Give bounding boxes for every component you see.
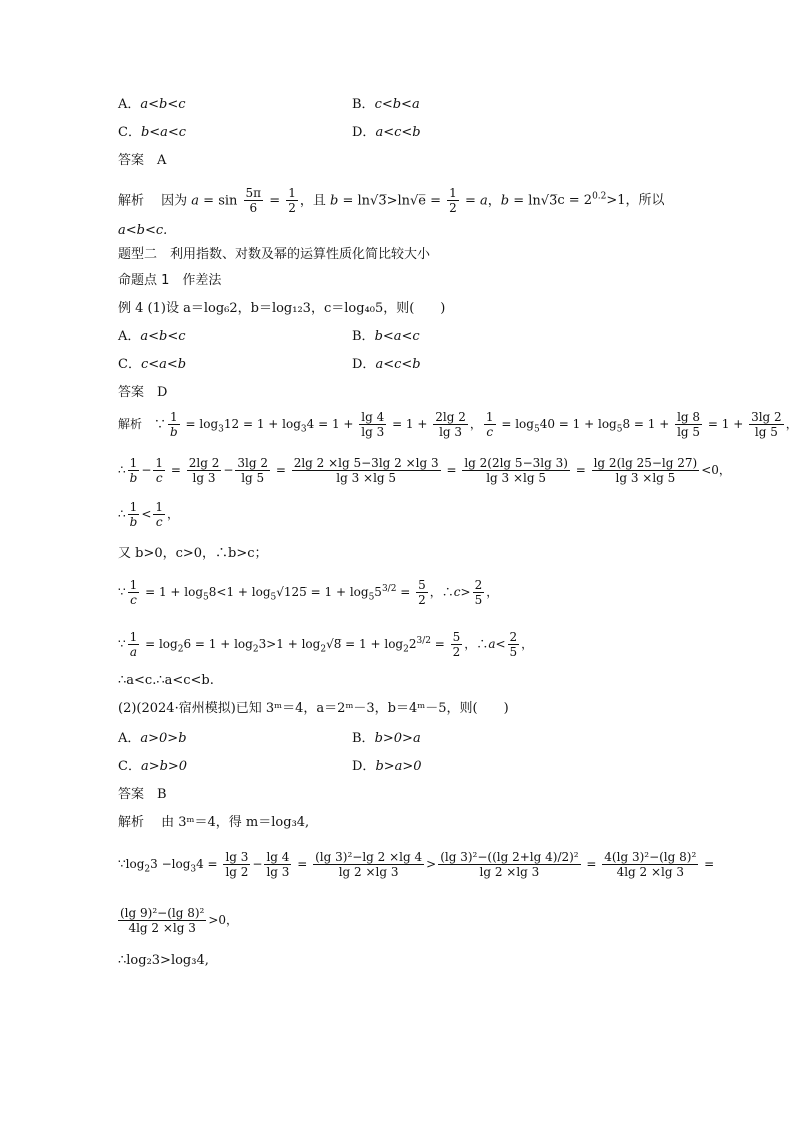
formula-line-7: $\frac{\text{(lg 9)²−(lg 8)²}}{4\lg 2 \times\lg 3}$ >0，	[120, 906, 239, 935]
ex4b-answer: 答案 B	[118, 787, 167, 802]
ex4b-option-d: D．b>a>0	[352, 759, 422, 774]
ex4-option-b: B．b<a<c	[352, 329, 420, 344]
ex4-option-a: A．a<b<c	[118, 329, 186, 344]
analysis-end: a<b<c.	[118, 223, 168, 238]
ex4-answer: 答案 D	[118, 385, 168, 400]
example-stem: 例 4 (1)设 a＝log₆2，b＝log₁₂3，c＝log₄₀5，则( )	[118, 301, 446, 316]
example-2-stem: (2)(2024·宿州模拟)已知 3ᵐ＝4，a＝2ᵐ－3，b＝4ᵐ－5，则( )	[118, 701, 509, 716]
section-title: 题型二 利用指数、对数及幂的运算性质化简比较大小	[118, 247, 431, 262]
formula-line-5: ∵ $\frac{1}{a}$ = $\log_26 = 1 + \log_23>1$ + $\log_2√8̅ = 1 + \log_22^{3/2}$ = $\frac{5}{2}$ ，∴a< $\frac{2}{5}$ ，	[118, 630, 534, 659]
ex4b-analysis: 解析 由 3ᵐ＝4，得 m＝log₃4,	[118, 815, 310, 830]
option-c: C．b<a<c	[118, 125, 187, 140]
ex4b-option-c: C．a>b>0	[118, 759, 188, 774]
formula-line-2: ∴ $\frac{1}{b}$ − $\frac{1}{c}$ = $\frac{2\lg 2}{\lg 3}$ − $\frac{3\lg 2}{\lg 5}$ = $\frac{2\lg 2 \times\lg 5-3\lg 2 \times\lg 3}{\lg 3 \times\lg 5}$ = $\frac{\lg 2(2\lg 5-3\lg 3)}{\lg 3 \times\lg 5}$ = $\frac{\lg 2(\lg 25-\lg 27)}{\lg 3 \times\lg 5}$ <0，	[118, 456, 731, 485]
answer-line: 答案 A	[118, 153, 167, 168]
b-gt-c-line: 又 b>0，c>0，∴b>c；	[118, 546, 268, 561]
formula-line-6: $\because\log_23 -\log_34$ = $\frac{\lg 3}{\lg 2}$ − $\frac{\lg 4}{\lg 3}$ = $\frac{\text{(lg 3)²−lg 2 ×lg 4}}{\lg 2 \times\lg 3}$ > $\frac{\text{(lg 3)²−((lg 2+lg 4)/2)²}}{\lg 2 \times\lg 3}$ = $\frac{\text{4(lg 3)²−(lg 8)²}}{4\lg 2 \times\lg 3}$ =	[118, 850, 715, 879]
ex4-option-c: C．c<a<b	[118, 357, 187, 372]
ex4b-option-b: B．b>0>a	[352, 731, 421, 746]
option-d: D．a<c<b	[352, 125, 421, 140]
formula-line-4: ∵ $\frac{1}{c}$ = $1 + \log_58<1$ + $\log_5√125̅ = 1 + \log_55^{3/2}$ = $\frac{5}{2}$ ，∴c> $\frac{2}{5}$ ，	[118, 578, 499, 607]
formula-line-3: ∴ $\frac{1}{b}$ < $\frac{1}{c}$ ，	[118, 500, 180, 529]
ex4-conclusion: ∴a<c.∴a<c<b.	[118, 673, 214, 688]
ex4b-option-a: A．a>0>b	[118, 731, 187, 746]
subsection-title: 命题点 1 作差法	[118, 273, 222, 288]
formula-line-1: 解析 ∵ $\frac{1}{b}$ = $\log_312 = 1 + \log_34 = 1$ + $\frac{\lg 4}{\lg 3}$ = 1 + $\frac{2\lg 2}{\lg 3}$ ， $\frac{1}{c}$ = $\log_540 = 1 + \log_58 = 1$ + $\frac{\lg 8}{\lg 5}$ = 1 + $\frac{3\lg 2}{\lg 5}$ ，	[118, 410, 798, 439]
analysis-line: 解析 因为 a = sin $\frac{5\pi}{6}$ = $\frac{1}{2}$ ，且 b = ln√3̅>ln√e̅ = $\frac{1}{2}$ = a，b = ln√3̅c = $2^{0.2}>1$，所以	[118, 186, 665, 216]
ex4b-final: ∴log₂3>log₃4,	[118, 953, 209, 968]
option-b: B．c<b<a	[352, 97, 420, 112]
option-a: A．a<b<c	[118, 97, 186, 112]
ex4-option-d: D．a<c<b	[352, 357, 421, 372]
